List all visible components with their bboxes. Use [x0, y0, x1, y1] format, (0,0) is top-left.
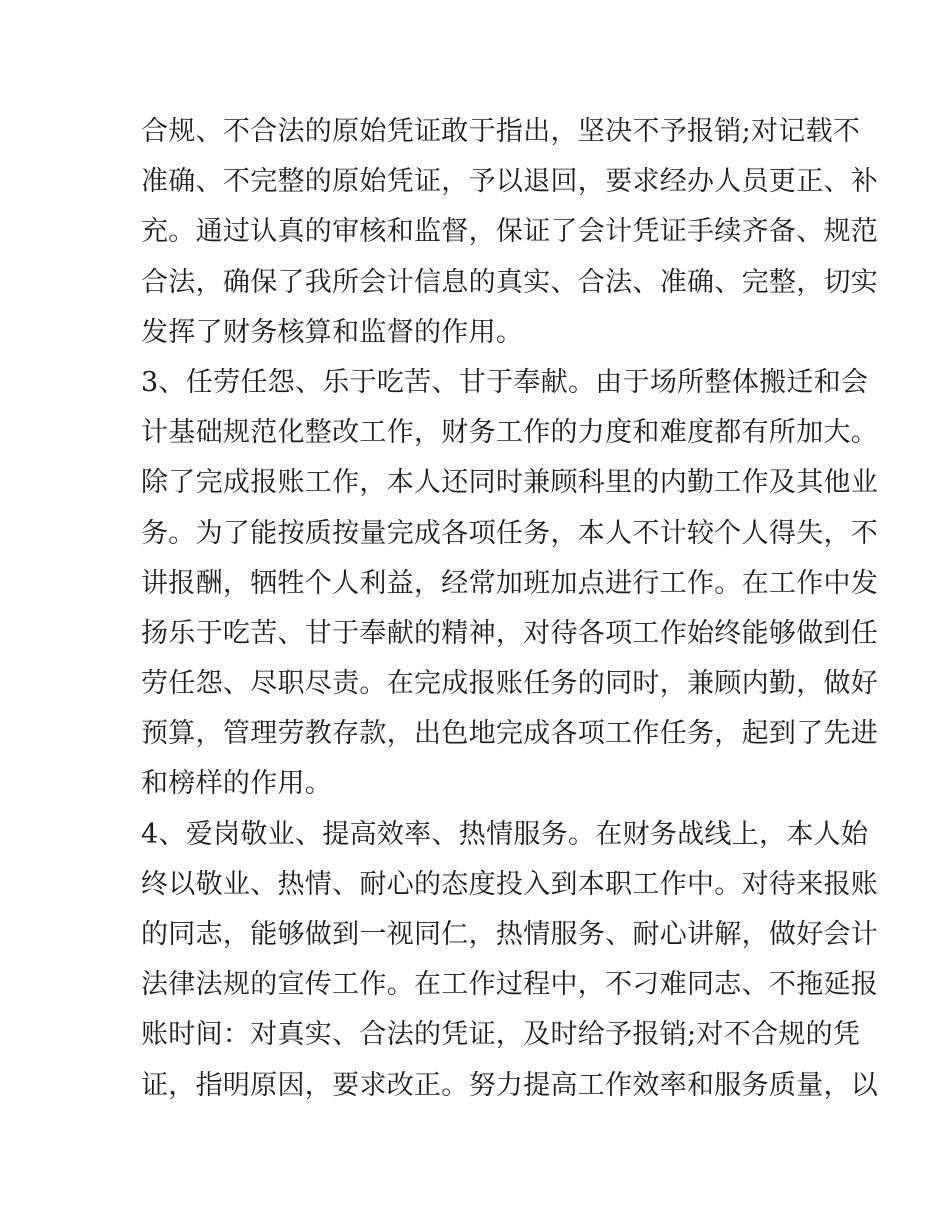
text-line: 讲报酬，牺牲个人利益，经常加班加点进行工作。在工作中发: [141, 567, 879, 599]
text-line: 充。通过认真的审核和监督，保证了会计凭证手续齐备、规范: [141, 216, 879, 248]
text-line: 准确、不完整的原始凭证，予以退回，要求经办人员更正、补: [141, 166, 879, 198]
text-line: 账时间：对真实、合法的凭证，及时给予报销;对不合规的凭: [141, 1019, 861, 1051]
text-line: 务。为了能按质按量完成各项任务，本人不计较个人得失，不: [141, 517, 879, 549]
text-line: 预算，管理劳教存款，出色地完成各项工作任务，起到了先进: [141, 718, 879, 750]
text-line: 和榜样的作用。: [141, 768, 333, 800]
text-line: 除了完成报账工作，本人还同时兼顾科里的内勤工作及其他业: [141, 467, 879, 499]
document-body: [141, 112, 879, 1116]
text-line: 证，指明原因，要求改正。努力提高工作效率和服务质量，以: [141, 1069, 879, 1101]
text-line: 劳任怨、尽职尽责。在完成报账任务的同时，兼顾内勤，做好: [141, 668, 879, 700]
text-line: 合规、不合法的原始凭证敢于指出，坚决不予报销;对记载不: [141, 116, 861, 147]
text-line: 合法，确保了我所会计信息的真实、合法、准确、完整，切实: [141, 266, 879, 298]
text-line: 扬乐于吃苦、甘于奉献的精神，对待各项工作始终能够做到任: [141, 617, 879, 649]
text-line: 法律法规的宣传工作。在工作过程中，不刁难同志、不拖延报: [141, 969, 879, 1001]
text-line: 3、任劳任怨、乐于吃苦、甘于奉献。由于场所整体搬迁和会: [141, 366, 869, 398]
text-line: 终以敬业、热情、耐心的态度投入到本职工作中。对待来报账: [141, 868, 879, 900]
text-line: 4、爱岗敬业、提高效率、热情服务。在财务战线上，本人始: [141, 818, 869, 850]
text-line: 计基础规范化整改工作，财务工作的力度和难度都有所加大。: [141, 417, 879, 449]
text-line: 的同志，能够做到一视同仁，热情服务、耐心讲解，做好会计: [141, 919, 879, 950]
text-line: 发挥了财务核算和监督的作用。: [141, 316, 524, 348]
